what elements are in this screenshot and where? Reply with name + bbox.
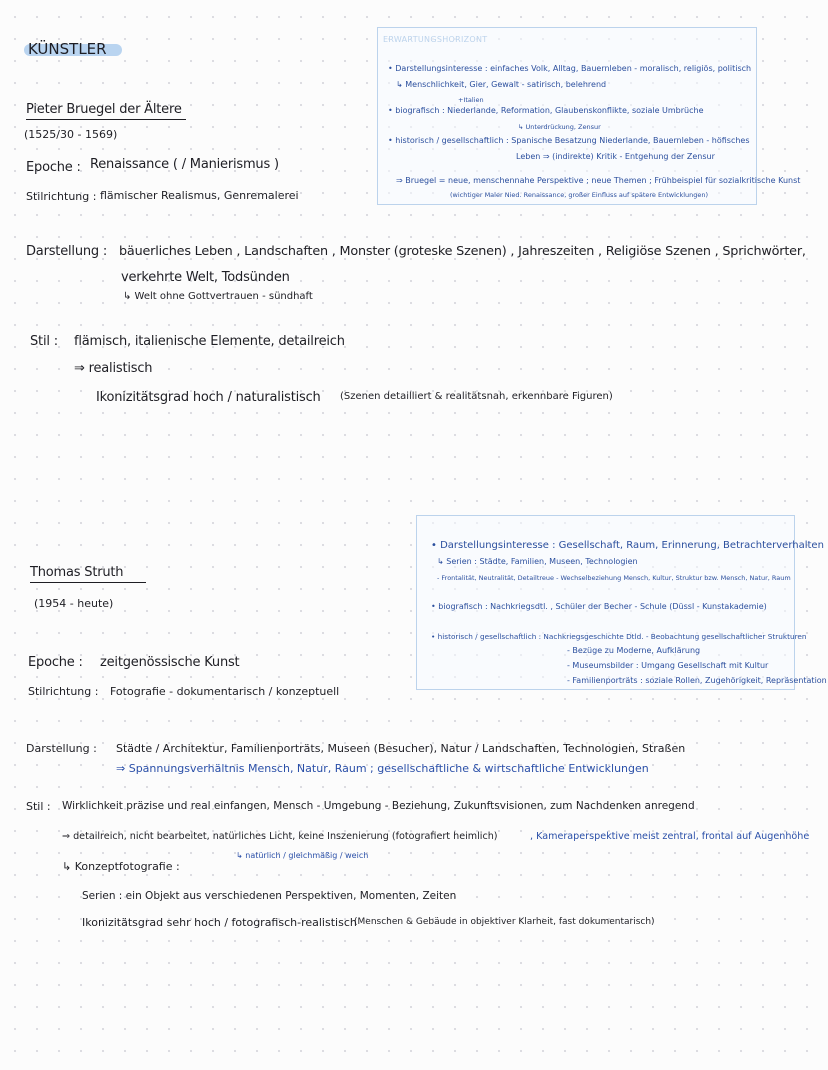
page-heading: KÜNSTLER: [28, 40, 107, 58]
box1-line6: ⇒ Bruegel = neue, menschennahe Perspektive ; neue Themen ; Frühbeispiel für sozialkritische Kunst: [396, 176, 801, 185]
artist1-stil-3: Ikonizitätsgrad hoch / naturalistisch: [96, 390, 321, 405]
artist2-darstellung-label: Darstellung :: [26, 742, 97, 755]
box1-line1: • Darstellungsinteresse : einfaches Volk, Alltag, Bauernleben - moralisch, religiös, politisch: [388, 64, 752, 73]
artist1-darstellung-label: Darstellung :: [26, 244, 108, 259]
artist1-stil-label: Stilrichtung :: [26, 190, 97, 203]
artist2-epoche-label: Epoche :: [28, 655, 83, 670]
expectation-box-2: [416, 515, 827, 690]
artist2-dates: (1954 - heute): [34, 597, 114, 610]
box2-line7: - Museumsbilder : Umgang Gesellschaft mit Kultur: [567, 661, 769, 670]
artist2-stil-5-note: (Menschen & Gebäude in objektiver Klarheit, fast dokumentarisch): [354, 917, 655, 927]
artist2-darstellung-1: Städte / Architektur, Familienporträts, Museen (Besucher), Natur / Landschaften, Technologien, Straßen: [116, 742, 686, 755]
box1-line2: ↳ Menschlichkeit, Gier, Gewalt - satirisch, belehrend: [396, 80, 607, 89]
artist1-stil-section-label: Stil :: [30, 334, 58, 349]
artist1-stil-1: flämisch, italienische Elemente, detailreich: [74, 334, 345, 349]
artist1-darstellung-3: ↳ Welt ohne Gottvertrauen - sündhaft: [123, 291, 313, 302]
artist1-stil-value: flämischer Realismus, Genremalerei: [100, 189, 299, 202]
expectation-box-1: [377, 27, 801, 205]
artist1-name: Pieter Bruegel der Ältere: [26, 102, 186, 120]
box1-line3-note: +Italien: [458, 96, 484, 104]
artist1-epoche-label: Epoche :: [26, 160, 81, 175]
box2-line5: • historisch / gesellschaftlich : Nachkriegsgeschichte Dtld. - Beobachtung gesellschaftlicher Strukturen: [431, 632, 807, 641]
artist2-stil-4: Serien : ein Objekt aus verschiedenen Perspektiven, Momenten, Zeiten: [82, 890, 457, 902]
box1-title: ERWARTUNGSHORIZONT: [383, 35, 488, 44]
box2-line3: - Frontalität, Neutralität, Detailtreue - Wechselbeziehung Mensch, Kultur, Struktur bzw. Mensch, Natur, Raum: [437, 574, 791, 582]
artist2-stil-1: Wirklichkeit präzise und real einfangen, Mensch - Umgebung - Beziehung, Zukunftsvisionen, zum Nachdenken anregend: [62, 800, 695, 812]
artist2-stil-2-blue: , Kameraperspektive meist zentral, frontal auf Augenhöhe: [530, 831, 810, 842]
artist1-darstellung-1: bäuerliches Leben , Landschaften , Monster (groteske Szenen) , Jahreszeiten , Religiöse Szenen , Sprichwörter,: [119, 244, 806, 259]
box1-line4: • historisch / gesellschaftlich : Spanische Besatzung Niederlande, Bauernleben - höfisches: [388, 136, 750, 145]
box1-line3: • biografisch : Niederlande, Reformation, Glaubenskonflikte, soziale Umbrüche: [388, 106, 704, 115]
artist2-epoche-value: zeitgenössische Kunst: [100, 655, 240, 670]
artist2-stil-value: Fotografie - dokumentarisch / konzeptuell: [110, 685, 340, 698]
box1-line4-note: ↳ Unterdrückung, Zensur: [518, 123, 601, 131]
artist1-dates: (1525/30 - 1569): [24, 128, 118, 141]
box2-line4: • biografisch : Nachkriegsdtl. , Schüler der Becher - Schule (Düssl - Kunstakademie): [431, 602, 767, 611]
box1-line5: Leben ⇒ (indirekte) Kritik - Entgehung der Zensur: [516, 152, 715, 161]
box2-line8: - Familienporträts : soziale Rollen, Zugehörigkeit, Repräsentation: [567, 676, 827, 685]
artist2-darstellung-2: ⇒ Spannungsverhältnis Mensch, Natur, Raum ; gesellschaftliche & wirtschaftliche Entwicklungen: [116, 762, 649, 775]
artist1-stil-2: ⇒ realistisch: [74, 361, 153, 376]
artist2-stil-2-note: ↳ natürlich / gleichmäßig / weich: [236, 851, 369, 860]
box2-line6: - Bezüge zu Moderne, Aufklärung: [567, 646, 701, 655]
artist2-stil-3: ↳ Konzeptfotografie :: [62, 860, 180, 873]
box2-line2: ↳ Serien : Städte, Familien, Museen, Technologien: [437, 557, 638, 566]
artist2-name: Thomas Struth: [30, 565, 146, 583]
box1-line7: (wichtiger Maler Nied. Renaissance, großer Einfluss auf spätere Entwicklungen): [450, 191, 709, 199]
box2-line1: • Darstellungsinteresse : Gesellschaft, Raum, Erinnerung, Betrachterverhalten: [431, 540, 824, 551]
artist1-stil-3-note: (Szenen detailliert & realitätsnah, erkennbare Figuren): [340, 391, 613, 402]
artist1-epoche-value: Renaissance ( / Manierismus ): [90, 157, 279, 172]
artist2-stil-5: Ikonizitätsgrad sehr hoch / fotografisch-realistisch: [82, 916, 357, 929]
artist2-stil-section-label: Stil :: [26, 800, 51, 813]
artist2-stil-label: Stilrichtung :: [28, 685, 99, 698]
artist1-darstellung-2: verkehrte Welt, Todsünden: [121, 270, 290, 285]
artist2-stil-2: ⇒ detailreich, nicht bearbeitet, natürliches Licht, keine Inszenierung (fotografiert heimlich): [62, 831, 498, 842]
